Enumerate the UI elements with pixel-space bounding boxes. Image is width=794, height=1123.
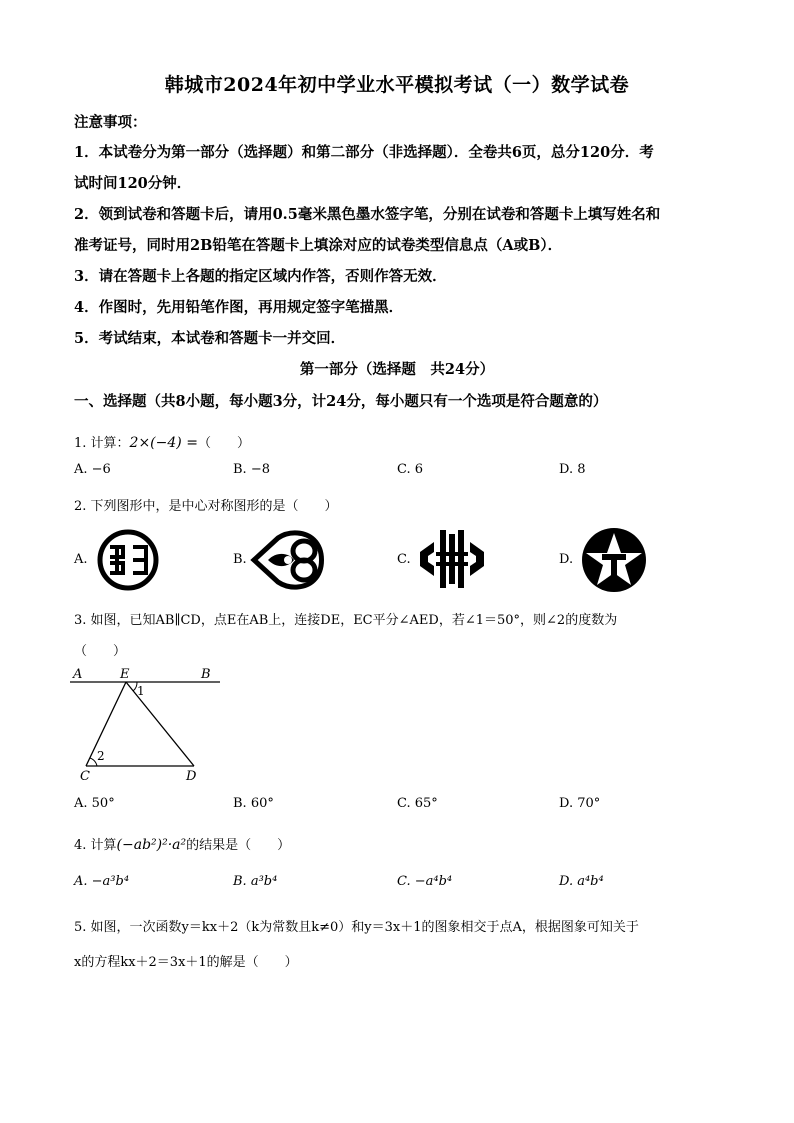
note-item-5: 5．考试结束，本试卷和答题卡一并交回．	[74, 330, 346, 347]
q4-suffix: 的结果是（ ）	[186, 838, 291, 853]
q1-paren: （ ）	[197, 436, 250, 451]
note-item-3: 3．请在答题卡上各题的指定区域内作答，否则作答无效．	[74, 268, 447, 285]
label-c: C	[80, 769, 90, 784]
page-title: 韩城市2024年初中学业水平模拟考试（一）数学试卷	[164, 74, 630, 96]
q1-option-b[interactable]: B. −8	[233, 462, 270, 477]
note-item-1a: 1．本试卷分为第一部分（选择题）和第二部分（非选择题）．全卷共6页，总分120分．考	[74, 144, 654, 161]
q3-stem-line2: （ ）	[74, 644, 127, 659]
label-angle-1: 1	[137, 684, 145, 698]
notes-heading: 注意事项：	[74, 114, 147, 131]
q1-option-c[interactable]: C. 6	[397, 462, 424, 477]
q2-stem: 2. 下列图形中，是中心对称图形的是（ ）	[74, 499, 338, 514]
emblem-bracket-icon[interactable]	[418, 528, 486, 590]
note-item-4: 4．作图时，先用铅笔作图，再用规定签字笔描黑．	[74, 299, 404, 316]
label-angle-2: 2	[97, 749, 105, 763]
angle-2-arc	[90, 758, 97, 766]
label-a: A	[73, 667, 83, 682]
note-item-2a: 2．领到试卷和答题卡后，请用0.5毫米黑色墨水签字笔，分别在试卷和答题卡上填写姓名和	[74, 206, 661, 223]
q1-stem	[74, 432, 250, 451]
label-b: B	[201, 667, 211, 682]
q3-option-c[interactable]: C. 65°	[397, 796, 438, 811]
segment-ec	[86, 682, 126, 766]
q1-option-a[interactable]: A. −6	[74, 462, 111, 477]
q4-expression: (−ab²)²·a²	[116, 837, 187, 853]
q4-stem	[74, 834, 290, 853]
q2-option-c-label[interactable]: C.	[397, 552, 411, 567]
q1-option-d[interactable]: D. 8	[559, 462, 586, 477]
emblem-star-t-icon[interactable]	[580, 527, 648, 593]
emblem-swirl-icon[interactable]	[250, 530, 328, 590]
q3-stem-line1: 3. 如图，已知AB∥CD，点E在AB上，连接DE，EC平分∠AED，若∠1＝50°，则∠2的度数为	[74, 613, 618, 628]
note-item-2b: 准考证号，同时用2B铅笔在答题卡上填涂对应的试卷类型信息点（A或B）．	[74, 237, 563, 254]
q5-stem-line1: 5. 如图，一次函数y＝kx＋2（k为常数且k≠0）和y＝3x＋1的图象相交于点A，根据图象可知关于	[74, 920, 639, 935]
q3-option-b[interactable]: B. 60°	[233, 796, 274, 811]
emblem-ring-icon[interactable]	[93, 527, 163, 593]
q3-geometry-figure	[70, 662, 220, 786]
q2-option-d-label[interactable]: D.	[559, 552, 574, 567]
q5-stem-line2: x的方程kx＋2＝3x＋1的解是（ ）	[74, 955, 298, 970]
q1-expression: 2×(−4) =	[129, 435, 198, 451]
q4-option-b[interactable]: B. a³b⁴	[233, 874, 278, 889]
q3-option-d[interactable]: D. 70°	[559, 796, 601, 811]
q4-option-c[interactable]: C. −a⁴b⁴	[397, 874, 453, 889]
note-item-1b: 试时间120分钟．	[74, 175, 192, 192]
q4-option-a[interactable]: A. −a³b⁴	[74, 874, 130, 889]
label-e: E	[120, 667, 130, 682]
q2-option-b-label[interactable]: B.	[233, 552, 247, 567]
q3-option-a[interactable]: A. 50°	[74, 796, 115, 811]
part1-heading: 第一部分（选择题 共24分）	[299, 361, 495, 378]
q1-prefix: 1. 计算：	[74, 436, 130, 451]
q2-option-a-label[interactable]: A.	[74, 552, 88, 567]
q4-prefix: 4. 计算	[74, 838, 117, 853]
label-d: D	[186, 769, 197, 784]
section-heading: 一、选择题（共8小题，每小题3分，计24分，每小题只有一个选项是符合题意的）	[74, 393, 608, 410]
q4-option-d[interactable]: D. a⁴b⁴	[559, 874, 604, 889]
